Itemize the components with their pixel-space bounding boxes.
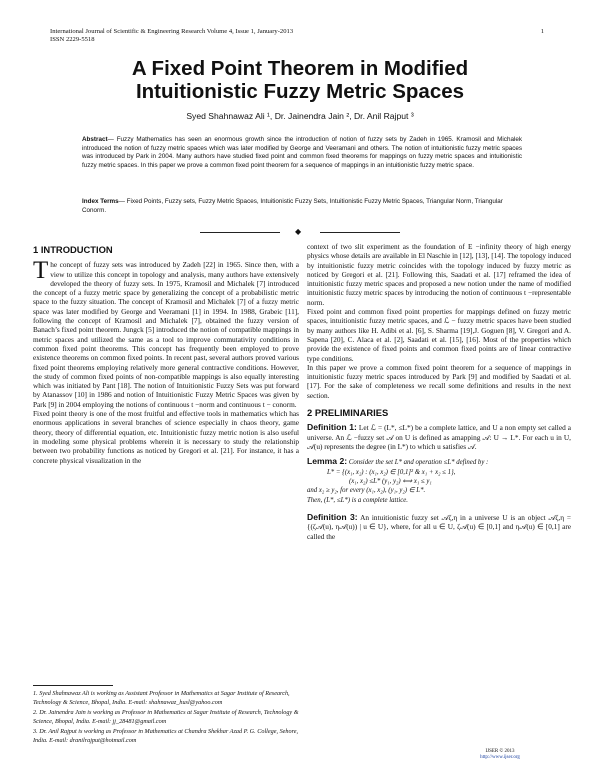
- journal-line: International Journal of Scientific & Engineering Research Volume 4, Issue 1, January-2013: [50, 28, 294, 35]
- right-column: [307, 242, 571, 541]
- index-terms-text: — Fixed Points, Fuzzy sets, Fuzzy Metric Spaces, Intuitionistic Fuzzy Sets, Intuitionistic Fuzzy Metric Spaces, Triangular Norm, Triangular Conorm.: [82, 198, 503, 214]
- footnote-2: 2. Dr. Jainendra Jain is working as Professor in Mathematics at Sagar Institute of Research, Technology & Science, Bhopal, India. E-mail: jj_28481@gmail.com: [33, 709, 299, 725]
- lemma-2-line-4: Then, (L*, ≤L*) is a complete lattice.: [307, 496, 408, 504]
- title-line-1: A Fixed Point Theorem in Modified: [131, 57, 469, 80]
- running-header: [50, 28, 550, 44]
- lemma-2-line-3: and x₂ ≥ y₂, for every (x₁, x₂), (y₁, y₂) ∈ L*.: [307, 487, 426, 495]
- page-footer: [470, 749, 530, 761]
- paper-title: [40, 57, 560, 103]
- definition-3: [307, 513, 571, 541]
- issn-line: ISSN 2229-5518: [50, 36, 95, 43]
- intro-paragraph-2: Fixed point theory is one of the most fruitful and effective tools in mathematics which has enormous applications in several branches of science especially in chaos theory, game theory, theory of differential equation, etc. Intuitionistic fuzzy metric notion is also useful in modeling some physical problems wherein it is necessary to study the relationship between two probability functions as noticed by Gregori et al. [21]. For instance, it has a concrete physical visualization in the: [33, 409, 299, 465]
- right-paragraph-3: In this paper we prove a common fixed point theorem for a sequence of mappings in intuitionistic fuzzy metric spaces introduced by Park [9] and modified by Saadati et al. [17]. For the sake of completeness we recall some definitions and results in the next section.: [307, 362, 571, 400]
- footnote-1: 1. Syed Shahnawaz Ali is working as Assistant Professor in Mathematics at Sagar Institute of Research, Technology & Science, Bhopal, India. E-mail: shahnawaz_husl@yahoo.com: [33, 690, 290, 706]
- lemma-2-line-1: L* = {(x₁, x₂) : (x₁, x₂) ∈ [0,1]² & x₁ + x₂ ≤ 1},: [327, 468, 456, 476]
- separator-line-right: [320, 232, 400, 233]
- section-2-heading: 2 PRELIMINARIES: [307, 407, 389, 419]
- intro-paragraph-1-text: he concept of fuzzy sets was introduced by Zadeh [22] in 1965. Since then, with a view to utilize this concept in topology and analysis, many authors have extensively developed the theory of fuzzy sets. In 1975, Kramosil and Michalek [7] introduced the concept of a fuzzy metric space by generalizing the concept of a probabilistic metric space to the fuzzy situation. The concept of Kramosil and Michalek [7] of a fuzzy metric space was later modified by George and Veeramani [1] in 1994. In 1988, Grabeic [11], following the concept of Kramosil and Michalek [7], obtained the fuzzy version of Banach’s fixed point theorem. Jungck [5] introduced the notion of compatible mappings in metric spaces and utilized the same as a tool to improve commutativity conditions in common fixed point theorems. This concept has frequently been employed to prove existence theorems on common fixed points. In recent past, several authors proved various fixed point theorems employing relatively more general contractive conditions. However, the study of common fixed points of non-compatible mappings is also equally interesting which was initiated by Pant [18]. The notion of Intuitionistic Fuzzy Sets was put forward by Atanassov [10] in 1986 and notion of Intuitionistic Fuzzy Metric Spaces was given by Park [9] in 2004 employing the notions of continuous t −norm and continuous t − conorm.: [33, 260, 299, 409]
- abstract: [82, 136, 522, 171]
- authors-line: Syed Shahnawaz Ali ¹, Dr. Jainendra Jain ², Dr. Anil Rajput ³: [186, 111, 414, 121]
- definition-1-label: Definition 1:: [307, 422, 357, 433]
- lemma-2-line-2: (x₁, x₂) ≤L* (y₁, y₂) ⟺ x₁ ≤ y₁: [349, 477, 432, 485]
- definition-1-text: Let ℒ = (L*, ≤L*) be a complete lattice, and U a non empty set called a universe. An ℒ −fuzzy set 𝒜 on U is defined as amapping 𝒜: U → L*. For each u in U, 𝒜(u) represents the degree (in L*) to which u satisfies 𝒜.: [307, 423, 571, 451]
- abstract-label: Abstract: [82, 136, 108, 143]
- definition-3-label: Definition 3:: [307, 512, 358, 523]
- footer-copyright: IJSER © 2013: [485, 749, 515, 754]
- separator-line-left: [200, 232, 280, 233]
- page-number: 1: [540, 28, 544, 35]
- section-1-heading: 1 INTRODUCTION: [33, 244, 113, 255]
- index-terms: [82, 198, 522, 215]
- left-column: [33, 242, 299, 465]
- lemma-2-intro: Consider the set L* and operation ≤L* defined by :: [347, 459, 489, 467]
- definition-1: [307, 423, 571, 451]
- right-paragraph-2: Fixed point and common fixed point properties for mappings defined on fuzzy metric spaces, intuitionistic fuzzy metric spaces, and ℒ − fuzzy metric spaces have been studied by many authors like H. Adibi et al. [6], S. Sharma [19],J. Goguen [8], V. Gregori and A. Sapena [20], C. Alaca et al. [2], Saadati et al. [15], [16]. Most of the properties which provide the existence of fixed points and common fixed points are of linear contractive type conditions.: [307, 307, 571, 363]
- drop-cap: T: [33, 257, 49, 285]
- separator-diamond: ◆: [295, 227, 302, 236]
- abstract-text: — Fuzzy Mathematics has seen an enormous growth since the introduction of notion of fuzzy sets by Zadeh in 1965. Kramosil and Michalek introduced the notion of fuzzy metric spaces which was later modified by George and Veeramani and others. The notion of intuitionistic fuzzy metric spaces was introduced by Park in 2004. Many authors have studied fixed point and common fixed theorems for mappings on fuzzy metric spaces and intuitionistic fuzzy metric spaces. In this paper we prove a common fixed point theorem for a sequence of mappings in an intuitionistic fuzzy metric space.: [82, 136, 522, 170]
- lemma-2-label: Lemma 2:: [307, 456, 348, 467]
- lemma-2-body: [307, 468, 571, 506]
- definition-3-text: An intuitionistic fuzzy set 𝒜ζ,η in a universe U is an object 𝒜ζ,η = {(ζ𝒜(u), η𝒜(u)) | u ∈ U}, where, for all u ∈ U, ζ𝒜(u) ∈ [0,1] and η𝒜(u) ∈ [0,1] are called the: [307, 513, 571, 541]
- title-line-2: Intuitionistic Fuzzy Metric Spaces: [135, 80, 465, 103]
- index-terms-label: Index Terms: [82, 198, 119, 205]
- section-separator: [200, 227, 400, 237]
- footer-url-link[interactable]: http://www.ijser.org: [480, 755, 520, 760]
- lemma-2: [307, 457, 571, 505]
- footnote-3: 3. Dr. Anil Rajput is working as Professor in Mathematics at Chandra Shekhar Azad P. G. College, Sehore, India. E-mail: dranilrajput@hotmail.com: [33, 728, 299, 744]
- footnotes: [33, 690, 299, 748]
- footnote-rule: [33, 685, 113, 686]
- intro-paragraph-1: [33, 257, 299, 409]
- right-paragraph-1: context of two slit experiment as the foundation of E −infinity theory of high energy physics whose details are available in El Naschie in [12], [13], [14]. The topology induced by intuitionistic fuzzy metric coincides with the topology induced by fuzzy metric as noticed by Gregori et al. [21]. Following this, Saadati et al. [17] reframed the idea of intuitionistic fuzzy metric spaces and proposed a new notion under the name of modified intuitionistic fuzzy metric spaces by introducing the notion of continuous t −representable norm.: [307, 242, 571, 307]
